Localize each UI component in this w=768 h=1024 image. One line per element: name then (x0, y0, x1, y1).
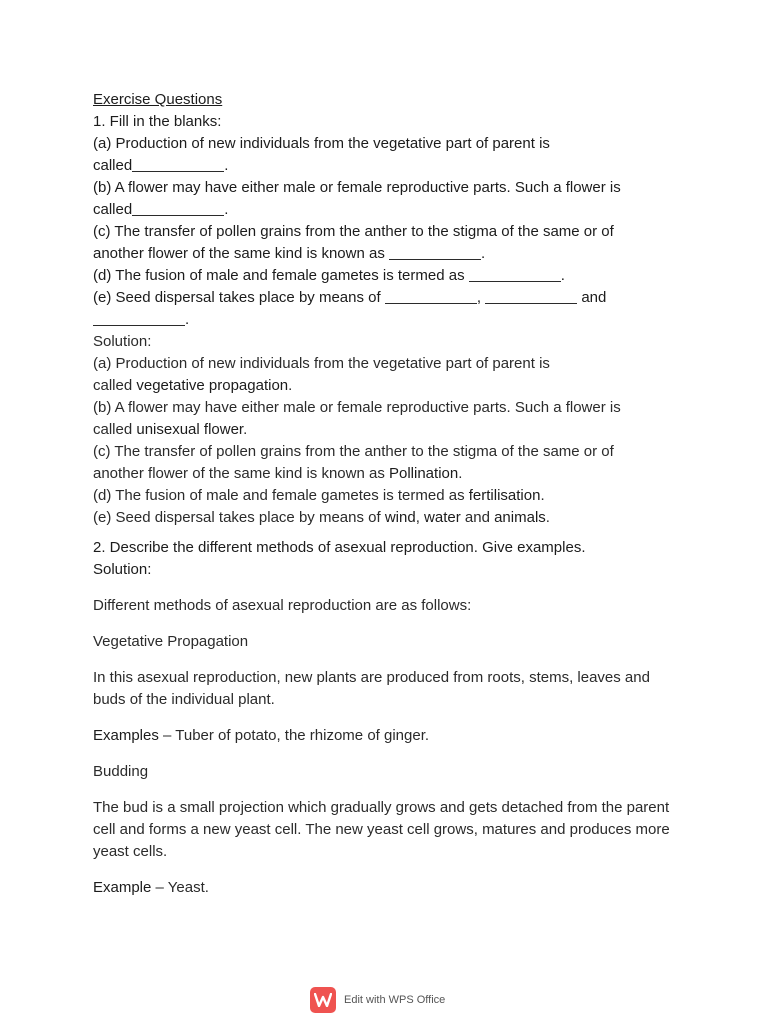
document-page (93, 89, 683, 899)
solution-2-label: Solution: (93, 561, 152, 578)
vegetative-propagation-heading: Vegetative Propagation (93, 633, 249, 650)
question-1a-line-2: called . (93, 157, 229, 174)
question-1e-line-2: . (93, 309, 683, 331)
answer-e-2: water (424, 509, 461, 526)
budding-heading: Budding (93, 763, 149, 780)
solution-1c-line-2: another flower of the same kind is known as Pollination. (93, 465, 463, 482)
question-1b-line-1: (b) A flower may have either male or female reproductive parts. Such a flower is (93, 179, 621, 196)
vegetative-propagation-text: In this asexual reproduction, new plants are produced from roots, stems, leaves and buds of the individual plant. (93, 669, 650, 708)
blank (389, 245, 481, 260)
blank (469, 267, 561, 282)
exercise-heading: Exercise Questions (93, 91, 223, 108)
blank (385, 289, 477, 304)
solution-1d-line-1: (d) The fusion of male and female gametes is termed as fertilisation. (93, 487, 545, 504)
blank (93, 311, 185, 326)
blank (132, 201, 224, 216)
budding-example: Example – Yeast. (93, 879, 209, 896)
footer-text[interactable]: Edit with WPS Office (344, 994, 446, 1006)
question-1c-line-2: another flower of the same kind is known as . (93, 245, 486, 262)
solution-1c-line-1: (c) The transfer of pollen grains from the anther to the stigma of the same or of (93, 443, 614, 460)
solution-2-intro: Different methods of asexual reproduction are as follows: (93, 597, 472, 614)
solution-1b-line-2: called unisexual flower. (93, 421, 248, 438)
question-2-title: 2. Describe the different methods of asexual reproduction. Give examples. (93, 539, 586, 556)
wps-logo-icon (310, 987, 336, 1013)
answer-e-3: animals (494, 509, 546, 526)
budding-text: The bud is a small projection which gradually grows and gets detached from the parent cell and forms a new yeast cell. The new yeast cell grows, matures and produces more yeast cells. (93, 799, 670, 860)
wps-footer[interactable] (310, 987, 445, 1013)
blank (485, 289, 577, 304)
solution-1a-line-2: called vegetative propagation. (93, 377, 293, 394)
answer-a: vegetative propagation (136, 377, 289, 394)
question-1b-line-2: called . (93, 201, 229, 218)
answer-c: Pollination (389, 465, 459, 482)
answer-b: unisexual flower (136, 421, 244, 438)
question-1-title: 1. Fill in the blanks: (93, 113, 222, 130)
vegetative-examples: Examples – Tuber of potato, the rhizome of ginger. (93, 727, 430, 744)
solution-1e-line-1: (e) Seed dispersal takes place by means of wind, water and animals. (93, 509, 550, 526)
answer-d: fertilisation (468, 487, 541, 504)
question-1a-line-1: (a) Production of new individuals from the vegetative part of parent is (93, 135, 550, 152)
question-1d-line-1: (d) The fusion of male and female gametes is termed as . (93, 267, 565, 284)
solution-1-label: Solution: (93, 333, 152, 350)
solution-1b-line-1: (b) A flower may have either male or female reproductive parts. Such a flower is (93, 399, 621, 416)
answer-e-1: wind (384, 509, 416, 526)
example-label: Example (93, 879, 152, 896)
solution-1a-line-1: (a) Production of new individuals from the vegetative part of parent is (93, 355, 550, 372)
examples-label: Examples (93, 727, 159, 744)
blank (132, 157, 224, 172)
question-1c-line-1: (c) The transfer of pollen grains from the anther to the stigma of the same or of (93, 223, 614, 240)
question-1e-line-1: (e) Seed dispersal takes place by means of , and (93, 289, 607, 306)
